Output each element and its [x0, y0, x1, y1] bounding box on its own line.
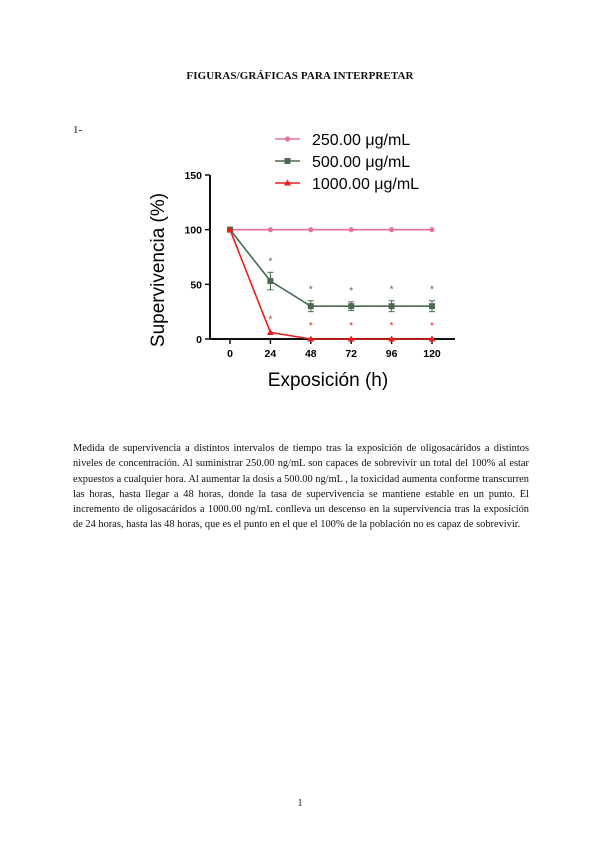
significance-label: * — [268, 314, 273, 326]
x-tick-label: 0 — [227, 348, 233, 360]
significance-label: * — [308, 321, 313, 332]
y-axis-label: Supervivencia (%) — [148, 192, 169, 348]
x-axis-label: Exposición (h) — [267, 370, 389, 391]
legend-marker — [285, 136, 290, 141]
legend-marker — [285, 158, 291, 164]
data-point — [308, 227, 313, 232]
x-tick-label: 72 — [345, 348, 358, 360]
y-tick-label: 150 — [184, 170, 202, 182]
legend-entry — [275, 176, 419, 193]
chart-legend — [275, 132, 419, 193]
data-point — [429, 227, 434, 232]
legend-entry — [275, 132, 410, 149]
significance-label: * — [308, 284, 313, 296]
data-point — [267, 329, 274, 335]
legend-entry — [275, 154, 410, 171]
significance-label: * — [268, 256, 273, 268]
data-point — [308, 303, 314, 309]
data-point — [267, 278, 273, 284]
data-point — [349, 227, 354, 232]
page-heading: FIGURAS/GRÁFICAS PARA INTERPRETAR — [186, 70, 414, 82]
item-number: 1- — [73, 124, 83, 136]
chart-axes — [184, 170, 455, 360]
series-line — [230, 230, 432, 307]
series-line — [230, 230, 432, 339]
series-circle — [227, 227, 434, 232]
series-triangle — [227, 226, 436, 341]
data-point — [348, 303, 354, 309]
data-point — [389, 303, 395, 309]
x-tick-label: 48 — [304, 348, 317, 360]
data-point — [389, 227, 394, 232]
legend-label: 250.00 μg/mL — [312, 132, 411, 149]
y-tick-label: 0 — [196, 334, 202, 346]
significance-label: * — [430, 284, 434, 296]
significance-label: * — [389, 284, 394, 296]
significance-label: * — [349, 321, 354, 332]
x-tick-label: 120 — [423, 348, 441, 360]
y-tick-label: 50 — [190, 279, 202, 292]
y-tick-label: 100 — [184, 224, 202, 237]
series-square — [227, 227, 435, 312]
data-point — [429, 303, 435, 309]
legend-label: 500.00 μg/mL — [312, 154, 411, 171]
description-paragraph: Medida de supervivencia a distintos intervalos de tiempo tras la exposición de oligosacáridos a distintos niveles de concentración. Al suministrar 250.00 ng/mL son capaces de sobrevivir un total del 100% al estar expuestos a cualquier hora. Al aumentar la dosis a 500.00 ng/mL , la toxicidad aumenta conforme transcurren las horas, hasta llegar a 48 horas, donde la tasa de supervivencia se mantiene estable en un punto. El incremento de oligosacáridos a 1000.00 ng/mL conlleva un descenso en la supervivencia tras la exposición de 24 horas, hasta las 48 horas, que es el punto en el que el 100% de la población no es capaz de sobrevivir. — [73, 443, 529, 531]
significance-label: * — [430, 321, 434, 332]
survival-chart — [140, 124, 470, 399]
page-number: 1 — [297, 798, 303, 809]
x-tick-label: 96 — [385, 348, 398, 360]
significance-label: * — [389, 321, 394, 332]
data-point — [268, 227, 273, 232]
x-tick-label: 24 — [264, 348, 277, 360]
chart-series — [227, 226, 436, 341]
significance-label: * — [349, 285, 354, 297]
legend-label: 1000.00 μg/mL — [312, 176, 420, 193]
